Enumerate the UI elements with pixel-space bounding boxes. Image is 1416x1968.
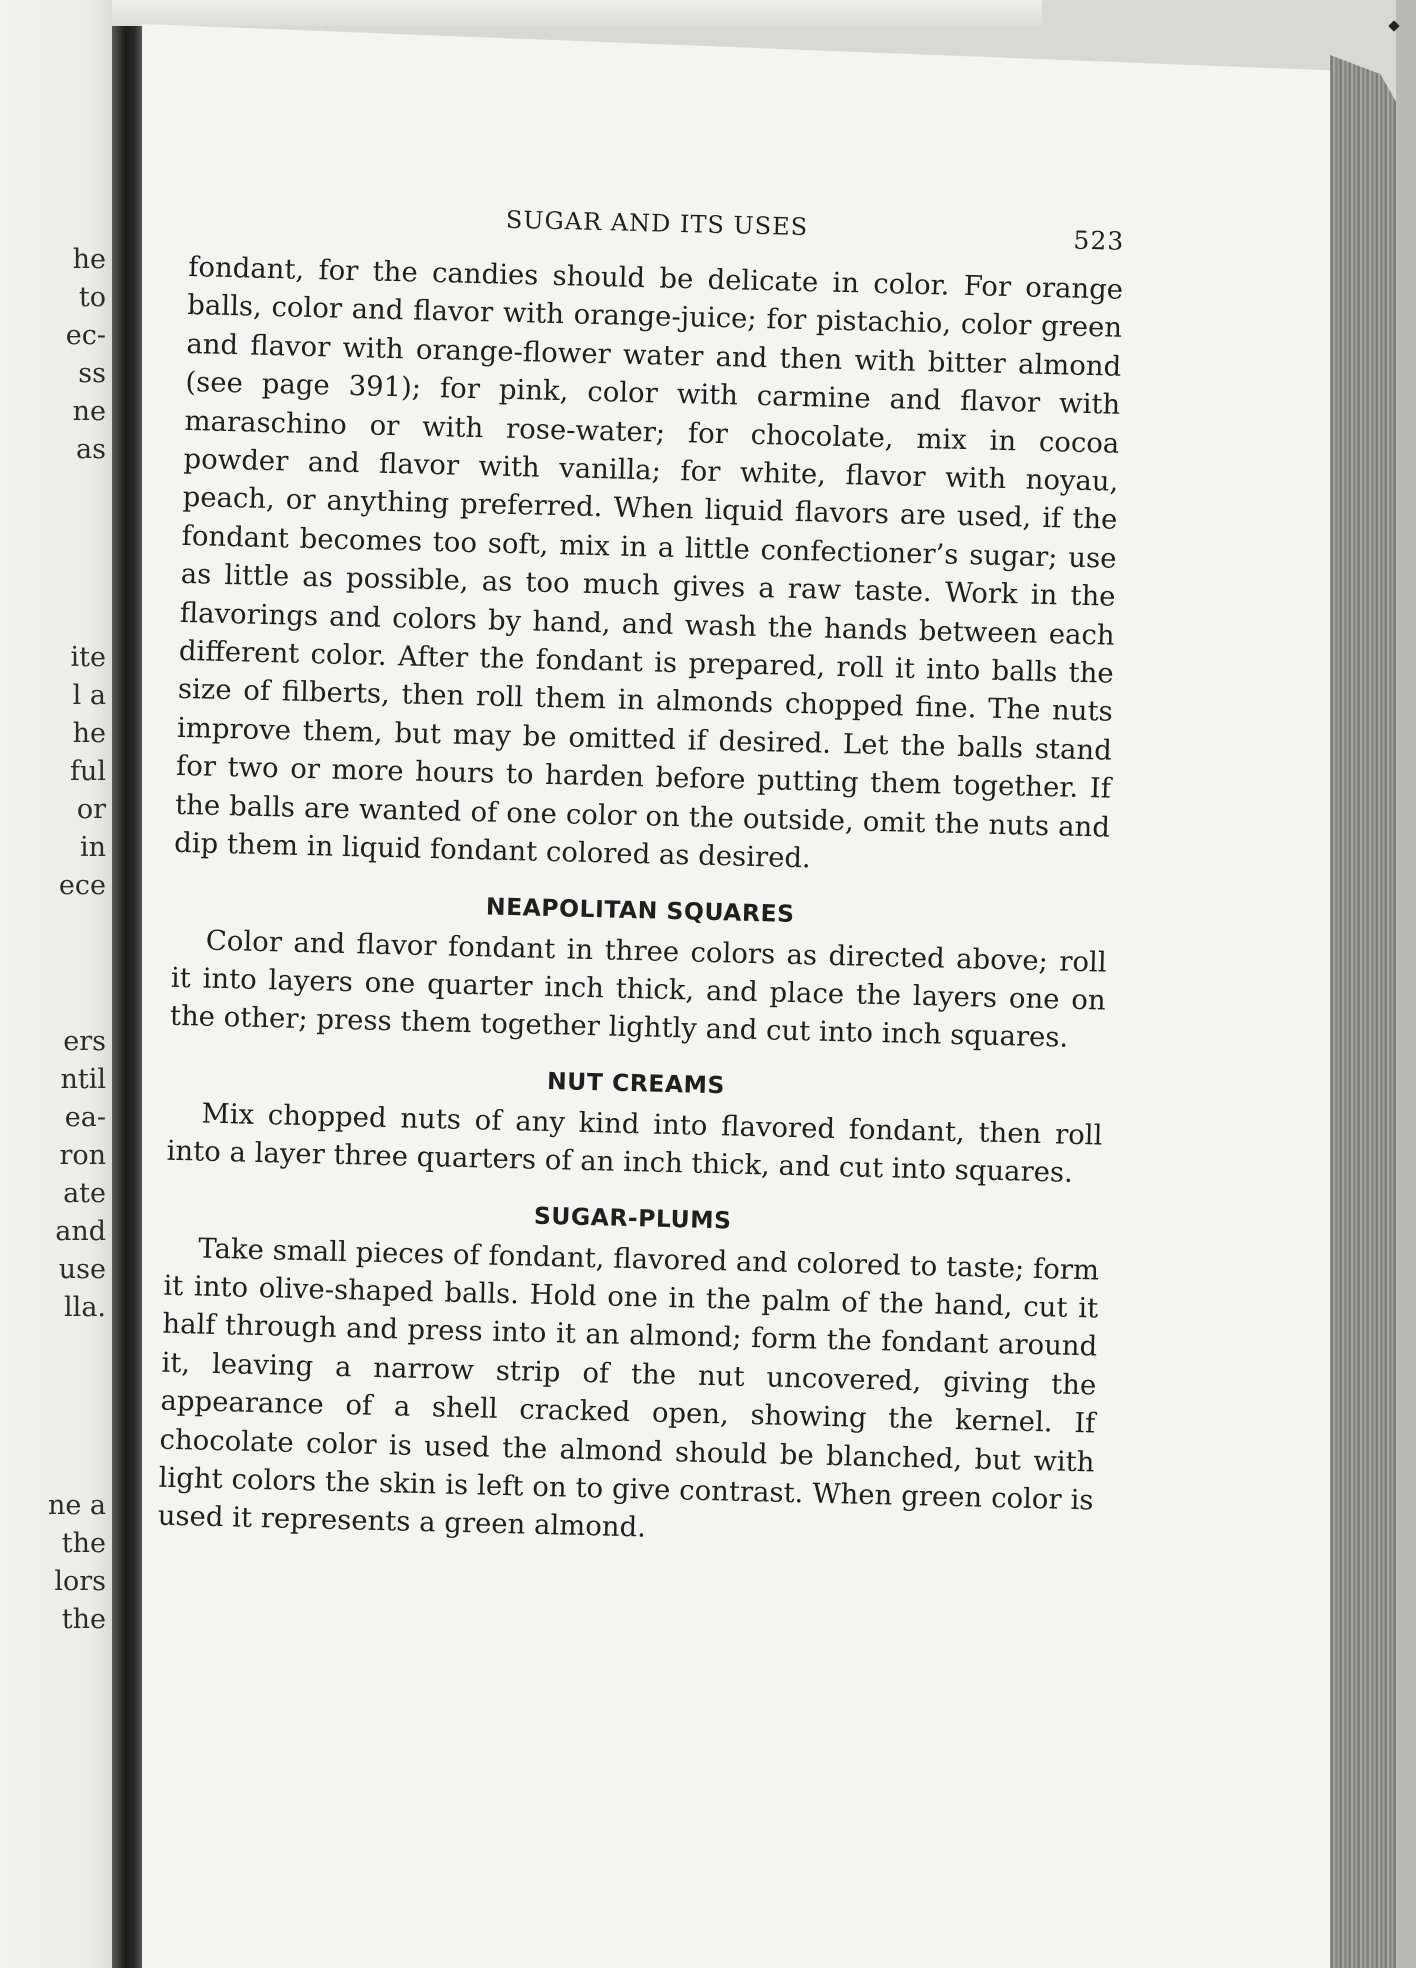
heading-nut-creams: NUT CREAMS (546, 1066, 726, 1100)
scan-margin (1396, 0, 1416, 1968)
page-number: 523 (1073, 225, 1125, 256)
left-text-fragment: the (61, 1528, 106, 1559)
left-text-fragment: as (76, 434, 106, 465)
heading-neapolitan-squares: NEAPOLITAN SQUARES (485, 891, 795, 928)
running-head-title: SUGAR AND ITS USES (505, 205, 809, 242)
left-text-fragment: or (76, 794, 106, 825)
page-fore-edge (1330, 55, 1402, 1968)
left-text-fragment: ful (69, 756, 106, 787)
left-text-fragment: ers (63, 1026, 106, 1057)
paragraph-nut-creams: Mix chopped nuts of any kind into flavored fondant, then roll into a layer three quarters of an inch thick, and cut into squares. (166, 1097, 1103, 1189)
left-text-fragment: ece (58, 870, 106, 901)
left-text-fragment: ron (59, 1140, 106, 1171)
left-text-fragment: ate (63, 1178, 106, 1209)
left-text-fragment: use (58, 1254, 106, 1285)
previous-page-edge (0, 0, 112, 1968)
page-text-block (157, 198, 1124, 1558)
paragraph-neapolitan-squares: Color and flavor fondant in three colors as directed above; roll it into layers one quarter inch thick, and place the layers one on the other; press them together lightly and cut into inch squares. (169, 924, 1107, 1055)
left-text-fragment: lla. (64, 1292, 106, 1323)
left-text-fragment: lors (54, 1566, 106, 1597)
paragraph-fondant-balls: fondant, for the candies should be delicate in color. For orange balls, color and flavor with orange-juice; for pistachio, color green and flavor with orange-flower water and then with bitter almond (see page 391); for pink, color with carmine and flavor with maraschino or with rose-water; for chocolate, mix in cocoa powder and flavor with vanilla; for white, flavor with noyau, peach, or anything preferred. When liquid flavors are used, if the fondant becomes too soft, mix in a little confectioner’s sugar; use as little as possible, as too much gives a raw taste. Work in the flavorings and colors by hand, and wash the hands between each different color. After the fondant is prepared, roll it into balls the size of filberts, then roll them in almonds chopped fine. The nuts improve them, but may be omitted if desired. Let the balls stand for two or more hours to harden before putting them together. If the balls are wanted of one color on the outside, omit the nuts and dip them in liquid fondant colored as desired. (173, 250, 1124, 875)
left-text-fragment: in (79, 832, 106, 863)
left-text-fragment: and (55, 1216, 106, 1247)
left-text-fragment: ne a (47, 1490, 106, 1521)
left-text-fragment: l a (72, 680, 106, 711)
paragraph-sugar-plums: Take small pieces of fondant, flavored and colored to taste; form it into olive-shaped balls. Hold one in the palm of the hand, cut it half through and press into it an almond; form the fondant around it, leaving a narrow strip of the nut uncovered, giving the appearance of a shell cracked open, showing the kernel. If chocolate color is used the almond should be blanched, but with light colors the skin is left on to give contrast. When green color is used it represents a green almond. (157, 1232, 1100, 1544)
left-text-fragment: ite (70, 642, 106, 673)
left-text-fragment: the (61, 1604, 106, 1635)
left-text-fragment: ne (72, 396, 106, 427)
left-text-fragment: ss (78, 358, 106, 389)
left-text-fragment: ec- (65, 320, 106, 351)
left-text-fragment: ea- (64, 1102, 106, 1133)
heading-sugar-plums: SUGAR-PLUMS (533, 1201, 732, 1235)
left-text-fragment: he (72, 718, 106, 749)
left-text-fragment: ntil (60, 1064, 106, 1095)
top-page-edge (112, 0, 1042, 26)
left-text-fragment: he (72, 244, 106, 275)
left-text-fragment: to (78, 282, 106, 313)
